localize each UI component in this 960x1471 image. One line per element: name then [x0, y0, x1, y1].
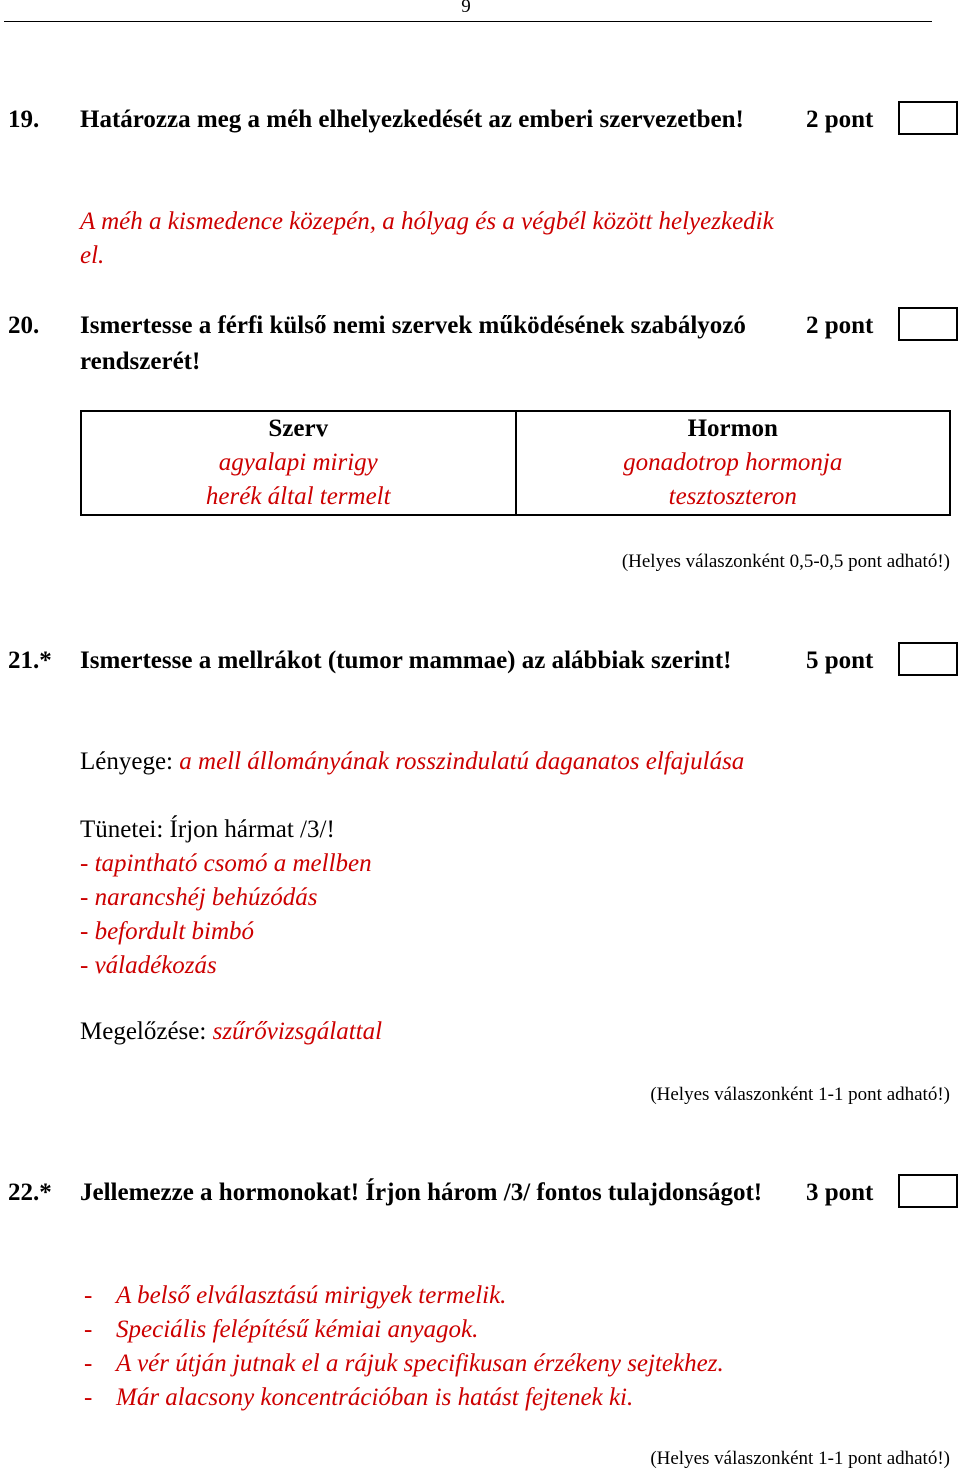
- table-cell: agyalapi mirigy: [218, 449, 378, 476]
- question-number: 21.*: [8, 647, 52, 674]
- score-box-21[interactable]: [898, 642, 958, 676]
- list-item-text: Speciális felépítésű kémiai anyagok.: [116, 1316, 479, 1343]
- question-number: 19.: [8, 106, 40, 133]
- question-20: [0, 308, 960, 380]
- question-number: 20.: [8, 312, 40, 339]
- list-dash: -: [84, 1350, 93, 1377]
- scoring-note-22: (Helyes válaszonként 1-1 pont adható!): [650, 1448, 950, 1469]
- question-text: Jellemezze a hormonokat! Írjon három /3/ fontos tulajdonságot!: [80, 1179, 763, 1206]
- list-item: - váladékozás: [80, 952, 217, 979]
- list-item: - narancshéj behúzódás: [80, 884, 318, 911]
- list-item: - befordult bimbó: [80, 918, 255, 945]
- question-points: 2 pont: [806, 312, 874, 339]
- table-header-hormone: Hormon: [687, 415, 778, 442]
- symptoms-label: Tünetei: Írjon hármat /3/!: [80, 816, 335, 843]
- list-item: [84, 1381, 724, 1415]
- score-box-19[interactable]: [898, 101, 958, 135]
- question-points: 3 pont: [806, 1179, 874, 1206]
- score-box-20[interactable]: [898, 307, 958, 341]
- list-item: [84, 1313, 724, 1347]
- scoring-note-20: (Helyes válaszonként 0,5-0,5 pont adható!): [621, 551, 950, 572]
- answer-19: A méh a kismedence közepén, a hólyag és a végbél között helyezkedik el.: [80, 208, 774, 269]
- question-19: [0, 102, 960, 174]
- question-text: Ismertesse a férfi külső nemi szervek működésének szabályozó rendszerét!: [80, 312, 746, 375]
- list-item: [84, 1347, 724, 1381]
- score-box-22[interactable]: [898, 1174, 958, 1208]
- symptoms-block: [80, 813, 372, 983]
- question-points: 5 pont: [806, 647, 874, 674]
- table-cell-hormone: [516, 411, 951, 515]
- table-cell: gonadotrop hormonja: [623, 449, 843, 476]
- list-item-text: A belső elválasztású mirigyek termelik.: [116, 1282, 507, 1309]
- list-dash: -: [84, 1282, 93, 1309]
- essence-answer: a mell állományának rosszindulatú daganatos elfajulása: [179, 748, 745, 775]
- essence-line: [80, 745, 744, 779]
- hormone-properties-list: [84, 1279, 724, 1415]
- header-rule: [4, 21, 932, 22]
- prevention-label: Megelőzése:: [80, 1018, 207, 1045]
- list-dash: -: [84, 1384, 93, 1411]
- table-cell-organ: [81, 411, 516, 515]
- list-item-text: A vér útján jutnak el a rájuk specifikusan érzékeny sejtekhez.: [116, 1350, 724, 1377]
- page-number: 9: [461, 0, 471, 17]
- table-cell: herék által termelt: [205, 483, 391, 510]
- prevention-answer: szűrővizsgálattal: [212, 1018, 383, 1045]
- list-item-text: Már alacsony koncentrációban is hatást fejtenek ki.: [116, 1384, 634, 1411]
- essence-label: Lényege:: [80, 748, 174, 775]
- table-cell: tesztoszteron: [668, 483, 797, 510]
- question-21: [0, 643, 960, 715]
- question-22: [0, 1175, 960, 1247]
- scoring-note-21: (Helyes válaszonként 1-1 pont adható!): [650, 1084, 950, 1105]
- question-text: Határozza meg a méh elhelyezkedését az emberi szervezetben!: [80, 106, 744, 133]
- list-dash: -: [84, 1316, 93, 1343]
- organ-hormone-table: [80, 410, 951, 516]
- list-item: [84, 1279, 724, 1313]
- prevention-line: [80, 1015, 382, 1049]
- list-item: - tapintható csomó a mellben: [80, 850, 372, 877]
- question-points: 2 pont: [806, 106, 874, 133]
- question-number: 22.*: [8, 1179, 52, 1206]
- table-header-organ: Szerv: [268, 415, 329, 442]
- question-text: Ismertesse a mellrákot (tumor mammae) az alábbiak szerint!: [80, 647, 732, 674]
